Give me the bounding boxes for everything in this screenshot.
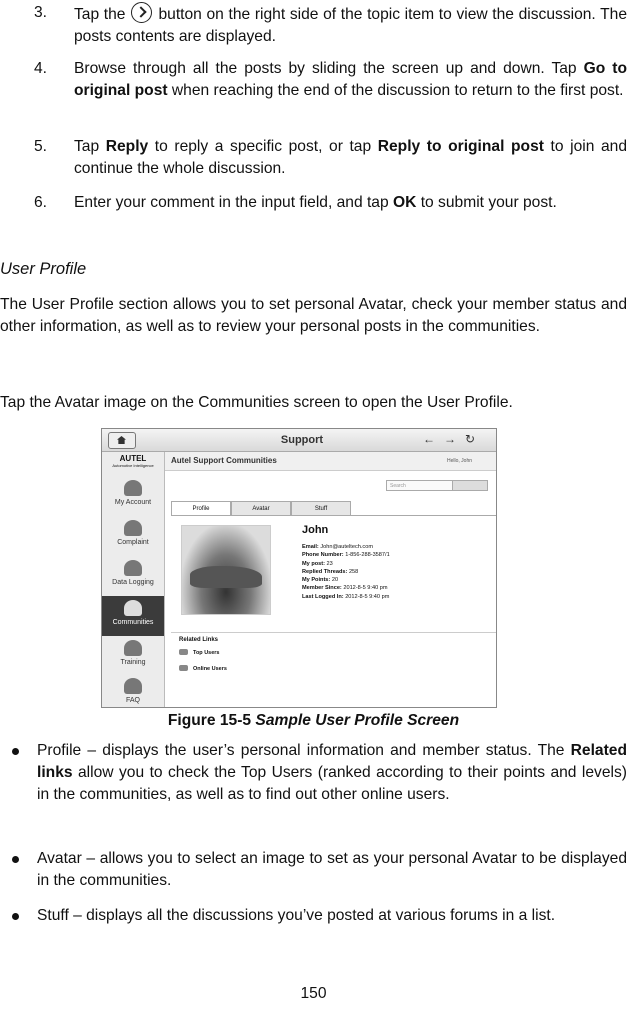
content-header bbox=[165, 452, 496, 471]
sidebar-item-complaint[interactable]: Complaint bbox=[102, 516, 164, 556]
circle-arrow-icon bbox=[131, 2, 152, 23]
tab-profile[interactable]: Profile bbox=[171, 501, 231, 516]
figure-caption: Figure 15-5 Sample User Profile Screen bbox=[167, 712, 460, 729]
refresh-icon[interactable]: ↻ bbox=[464, 432, 484, 446]
title-bar bbox=[102, 429, 496, 452]
related-link-top-users[interactable]: Top Users bbox=[179, 649, 220, 658]
avatar[interactable] bbox=[181, 525, 271, 615]
tab-avatar[interactable]: Avatar bbox=[231, 501, 291, 516]
info-row: Phone Number: 1-856-288-3587/1 bbox=[302, 552, 390, 559]
related-link-online-users[interactable]: Online Users bbox=[179, 665, 227, 674]
hello-user[interactable]: Hello, John bbox=[446, 458, 472, 464]
step-bold: Go to original post bbox=[74, 60, 627, 99]
forward-arrow-icon[interactable]: → bbox=[443, 432, 465, 446]
nav-icons bbox=[423, 432, 484, 446]
user-icon bbox=[124, 480, 142, 496]
step-text: Enter your comment in the input field, and tap bbox=[74, 194, 393, 211]
search-input[interactable]: Search bbox=[386, 480, 488, 491]
bullet-text: Stuff – displays all the discussions you’ve posted at various forums in a list. bbox=[37, 907, 556, 924]
tab-stuff[interactable]: Stuff bbox=[291, 501, 351, 516]
bullet-dot bbox=[12, 748, 19, 755]
step-bold: Reply to original post bbox=[377, 138, 544, 155]
car-image bbox=[190, 566, 262, 588]
step-bold: Reply bbox=[105, 138, 149, 155]
bullet-text: allow you to check the Top Users (ranked according to their points and levels) in the communities, as well as to find out other online users. bbox=[37, 764, 627, 803]
complaint-icon bbox=[124, 520, 142, 536]
step-text: to submit your post. bbox=[416, 194, 557, 211]
bullet-dot bbox=[12, 856, 19, 863]
tab-divider bbox=[171, 515, 496, 516]
step-text: Browse through all the posts by sliding the screen up and down. Tap bbox=[74, 60, 584, 77]
communities-icon bbox=[124, 600, 142, 616]
step-bold: OK bbox=[393, 194, 417, 211]
step-text: to join and continue the whole discussion. bbox=[74, 138, 627, 177]
step-number: 3. bbox=[34, 4, 48, 21]
bullet-stuff bbox=[0, 905, 627, 927]
bullet-bold: Related links bbox=[37, 742, 627, 781]
question-icon bbox=[124, 678, 142, 694]
step-5 bbox=[34, 136, 627, 180]
window-title: Support bbox=[280, 434, 324, 446]
step-text: Tap bbox=[74, 138, 106, 155]
sidebar bbox=[102, 452, 165, 707]
bullet-profile bbox=[0, 740, 627, 806]
step-3 bbox=[34, 2, 627, 48]
profile-name: John bbox=[302, 524, 329, 536]
bullet-avatar bbox=[0, 848, 627, 892]
bullet-dot bbox=[12, 913, 19, 920]
step-number: 5. bbox=[34, 138, 48, 155]
info-row: Email: John@auteltech.com bbox=[302, 544, 373, 550]
autel-logo: AUTEL Automotive Intelligence bbox=[112, 454, 154, 468]
step-text: when reaching the end of the discussion to return to the first post. bbox=[167, 82, 624, 99]
intro-paragraph: The User Profile section allows you to set personal Avatar, check your member status and other information, as well as to review your personal posts in the communities. bbox=[0, 296, 627, 335]
step-text: button on the right side of the topic item to view the discussion. The posts contents are displayed. bbox=[74, 6, 627, 45]
sidebar-item-faq[interactable]: FAQ bbox=[102, 674, 164, 708]
instruction-paragraph: Tap the Avatar image on the Communities screen to open the User Profile. bbox=[0, 394, 513, 411]
related-links-title: Related Links bbox=[179, 637, 219, 643]
search-button[interactable] bbox=[452, 481, 487, 490]
bullet-text: Avatar – allows you to select an image to set as your personal Avatar to be displayed in the communities. bbox=[37, 850, 627, 889]
divider bbox=[171, 632, 496, 633]
sidebar-item-my-account[interactable]: My Account bbox=[102, 476, 164, 516]
play-icon bbox=[124, 640, 142, 656]
user-profile-screenshot bbox=[101, 428, 497, 708]
step-number: 4. bbox=[34, 60, 48, 77]
step-text: Tap the bbox=[74, 6, 126, 23]
main-content bbox=[165, 452, 496, 707]
info-row: Last Logged In: 2012-8-5 9:40 pm bbox=[302, 593, 390, 600]
step-number: 6. bbox=[34, 194, 48, 211]
data-logging-icon bbox=[124, 560, 142, 576]
sidebar-item-training[interactable]: Training bbox=[102, 636, 164, 676]
info-row: My Points: 20 bbox=[302, 577, 339, 584]
chart-icon bbox=[179, 649, 188, 655]
info-row: My post: 23 bbox=[302, 560, 333, 567]
bullet-text: Profile – displays the user’s personal information and member status. The bbox=[37, 742, 571, 759]
sidebar-item-data-logging[interactable]: Data Logging bbox=[102, 556, 164, 596]
home-icon[interactable] bbox=[108, 432, 136, 449]
sidebar-item-communities[interactable]: Communities bbox=[102, 596, 164, 636]
step-6 bbox=[34, 192, 627, 214]
content-title: Autel Support Communities bbox=[171, 456, 277, 465]
step-text: to reply a specific post, or tap bbox=[148, 138, 378, 155]
page-number: 150 bbox=[300, 985, 327, 1002]
back-arrow-icon[interactable]: ← bbox=[422, 432, 444, 446]
info-row: Member Since: 2012-8-5 9:40 pm bbox=[302, 585, 388, 592]
profile-info bbox=[302, 543, 390, 601]
step-4 bbox=[34, 58, 627, 102]
users-icon bbox=[179, 665, 188, 671]
info-row: Replied Threads: 258 bbox=[302, 568, 359, 575]
section-heading: User Profile bbox=[0, 260, 87, 278]
